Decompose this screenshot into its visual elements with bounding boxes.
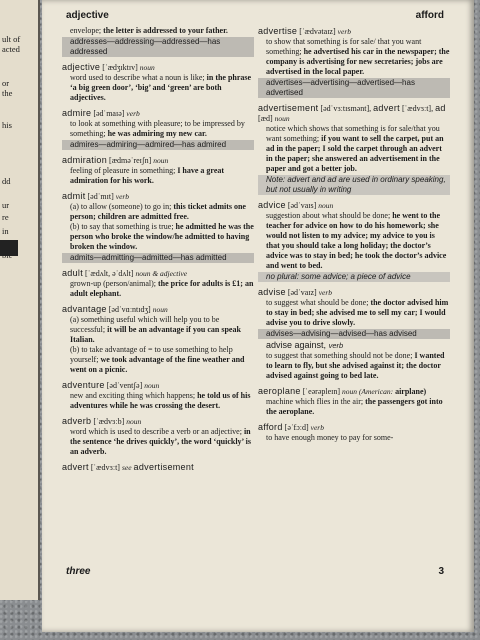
phrasal-headword: advise against, verb bbox=[266, 340, 344, 350]
headword: adult bbox=[62, 268, 84, 278]
entry-advertise: advertise [ˈædvətaɪz] verb to show that something is for sale/ that you want something; he advertised his car in the newspaper; the company is advertising for new secretaries; jobs are advertised in the local paper. advertises—advertising—advertised—has advertised bbox=[258, 26, 450, 97]
entry-adult: adult [ˈædʌlt, əˈdʌlt] noun & adjective grown-up (person/animal); the price for adults is £1; an adult elephant. bbox=[62, 268, 254, 298]
entry-aeroplane: aeroplane [ˈeərəpleɪn] noun (American: airplane) machine which flies in the air; the passengers got into the aeroplane. bbox=[258, 386, 443, 416]
headword-variant: advert bbox=[373, 103, 400, 113]
facing-text: re bbox=[2, 212, 9, 222]
facing-text: in bbox=[2, 226, 9, 236]
entry-adjective: adjective [ˈædʒɪktɪv] noun word used to describe what a noun is like; in the phrase ‘a big green door’, ‘big’ and ‘green’ are both adjectives. bbox=[62, 62, 252, 102]
usage-note: no plural: some advice; a piece of advice bbox=[258, 272, 450, 282]
entry-advertisement: advertisement [ədˈvɜːtɪsmənt], advert [ˈædvɜːt], ad [æd] noun notice which shows that something is for sale/that you want something; if you want to sell the carpet, put an ad in the paper; I sold the carpet through an advert in the paper; she answered an advertisement in the paper and got a better job. Note: advert and ad are used in ordinary speaking, but not usually in writing bbox=[258, 103, 450, 195]
entry-advantage: advantage [ədˈvɑːntɪdʒ] noun (a) something useful which will help you to be successful; it will be an advantage if you can speak Italian. (b) to take advantage of = to use something to help yourself; we took advantage of the fine weather and went on a picnic. bbox=[62, 304, 245, 374]
word-forms: admits—admitting—admitted—has admitted bbox=[62, 253, 254, 263]
word-forms: admires—admiring—admired—has admired bbox=[62, 140, 254, 150]
headword: aeroplane bbox=[258, 386, 301, 396]
page-header bbox=[66, 10, 444, 24]
header-last-word: afford bbox=[415, 10, 444, 21]
headword: advertise bbox=[258, 26, 298, 36]
headword: admiration bbox=[62, 155, 108, 165]
headword: advise bbox=[258, 287, 286, 297]
facing-page-edge bbox=[0, 0, 40, 600]
headword: adventure bbox=[62, 380, 105, 390]
word-forms: advises—advising—advised—has advised bbox=[258, 329, 450, 339]
headword: admire bbox=[62, 108, 92, 118]
entry-advert: advert [ˈædvɜːt] see advertisement bbox=[62, 462, 194, 472]
headword: advert bbox=[62, 462, 89, 472]
header-first-word: adjective bbox=[66, 10, 109, 21]
headword-variant: ad bbox=[435, 103, 446, 113]
headword: adverb bbox=[62, 416, 92, 426]
headword: advantage bbox=[62, 304, 107, 314]
dictionary-page bbox=[42, 0, 474, 632]
entry-admit: admit [ədˈmɪt] verb (a) to allow (someone) to go in; this ticket admits one person; children are admitted free. (b) to say that something is true; he admitted he was the person who broke the window/he admitted to having broken the window. admits—admitting—admitted—has admitted bbox=[62, 191, 254, 262]
headword: advertisement bbox=[258, 103, 319, 113]
entry-adventure: adventure [ədˈventʃə] noun new and exciting thing which happens; he told us of his adventures while he was crossing the desert. bbox=[62, 380, 251, 410]
word-forms: advertises—advertising—advertised—has advertised bbox=[258, 78, 450, 98]
facing-text: or bbox=[2, 78, 10, 88]
facing-text: dd bbox=[2, 176, 11, 186]
column-right bbox=[258, 26, 450, 556]
headword: advice bbox=[258, 200, 286, 210]
cross-reference: advertisement bbox=[133, 462, 194, 472]
column-left bbox=[62, 26, 254, 556]
facing-text: acted bbox=[2, 44, 20, 54]
entry-advise: advise [ədˈvaɪz] verb to suggest what should be done; the doctor advised him to stay in bed; she advised me to sell my car; I would advise you to drive slowly. advises—advising—advised—has advised advise against, verb to suggest that something should not be done; I wanted to learn to fly, but she advised against it; the doctor advised against going to bed late. bbox=[258, 287, 449, 380]
headword: afford bbox=[258, 422, 283, 432]
entry-advice: advice [ədˈvaɪs] noun suggestion about what should be done; he went to the teacher for advice on how to do his homework; she would not listen to my advice; my advice to you is that you should take a long holiday; the doctor’s advice was to stay in bed; he took the doctor’s advice and went to bed. no plural: some advice; a piece of advice bbox=[258, 200, 450, 282]
entry-adverb: adverb [ˈædvɜːb] noun word which is used to describe a verb or an adjective; in the sentence ‘he drives quickly’, the word ‘quickly’ is an adverb. bbox=[62, 416, 251, 456]
entry-admire: admire [ədˈmaɪə] verb to look at something with pleasure; to be impressed by something; he was admiring my new car. admires—admiring—admired—has admired bbox=[62, 108, 254, 150]
entry-admiration: admiration [ædməˈreɪʃn] noun feeling of pleasure in something; I have a great admiration for his work. bbox=[62, 155, 225, 185]
headword: admit bbox=[62, 191, 86, 201]
page-number: 3 bbox=[438, 566, 444, 577]
facing-shadow bbox=[0, 240, 18, 256]
facing-text: ult of bbox=[2, 34, 21, 44]
page-number-word: three bbox=[66, 566, 91, 577]
word-forms: addresses—addressing—addressed—has addressed bbox=[62, 37, 254, 57]
page-footer bbox=[66, 566, 444, 580]
headword: adjective bbox=[62, 62, 101, 72]
usage-note: Note: advert and ad are used in ordinary speaking, but not usually in writing bbox=[258, 175, 450, 195]
facing-text: ur bbox=[2, 200, 10, 210]
entry-continuation: envelope; the letter is addressed to your father. addresses—addressing—addressed—has addressed bbox=[62, 26, 254, 57]
entry-afford: afford [əˈfɔːd] verb to have enough money to pay for some- bbox=[258, 422, 394, 442]
facing-text: his bbox=[2, 120, 12, 130]
facing-text: the bbox=[2, 88, 13, 98]
